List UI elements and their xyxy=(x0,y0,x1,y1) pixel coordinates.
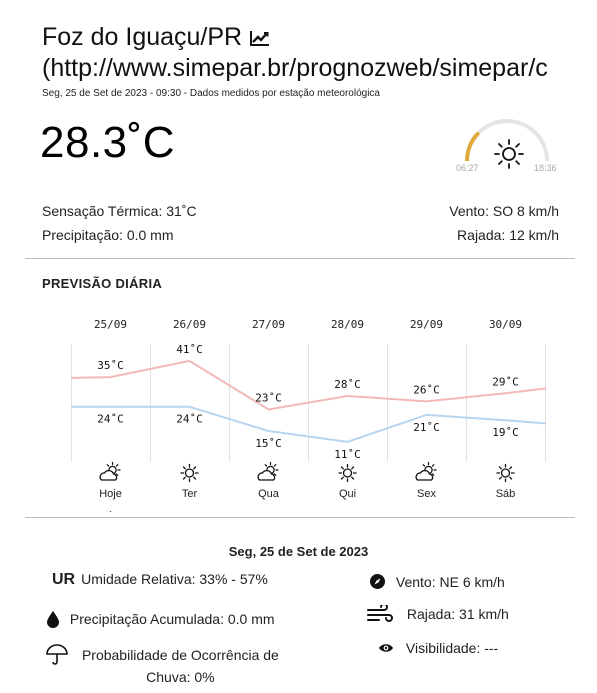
wind-icon xyxy=(367,605,393,626)
max-temp-label: 35˚C xyxy=(97,359,124,373)
sun-cloud-icon xyxy=(100,463,120,481)
current-temperature: 28.3˚C xyxy=(40,118,176,167)
day-label: Qui xyxy=(338,488,357,500)
min-temp-label: 21˚C xyxy=(413,420,440,434)
daily-forecast-chart[interactable] xyxy=(71,312,546,512)
min-temp-label: 15˚C xyxy=(255,437,282,451)
wind-detail-value: Vento: NE 6 km/h xyxy=(395,573,505,590)
gust-detail-row xyxy=(367,605,509,626)
date-label: 30/09 xyxy=(488,318,523,331)
gust-now: Rajada: 12 km/h xyxy=(457,227,559,243)
gust-detail-value: Rajada: 31 km/h xyxy=(406,606,509,623)
date-label: 27/09 xyxy=(251,318,286,331)
max-temp-label: 28˚C xyxy=(334,377,361,391)
divider xyxy=(25,517,575,518)
visibility-row xyxy=(378,640,498,657)
rain-prob-line1: Probabilidade de Ocorrência de xyxy=(81,647,279,663)
humidity-icon: UR xyxy=(52,571,76,588)
day-label: Sáb xyxy=(495,488,516,500)
wind-detail-row xyxy=(369,573,505,593)
rain-prob-row xyxy=(46,644,286,688)
precip-acc-value: Precipitação Acumulada: 0.0 mm xyxy=(69,611,275,628)
sunset-time: 18:36 xyxy=(534,163,557,173)
day-label: Ter xyxy=(181,488,198,500)
sun-icon xyxy=(497,465,514,482)
eye-icon xyxy=(378,641,394,657)
wind-now: Vento: SO 8 km/h xyxy=(449,203,559,219)
rain-prob-line2: Chuva: 0% xyxy=(146,669,215,685)
location-title xyxy=(42,22,597,84)
precipitation: Precipitação: 0.0 mm xyxy=(42,227,174,243)
date-label: 26/09 xyxy=(172,318,207,331)
source-link[interactable]: (http://www.simepar.br/prognozweb/simepar/c xyxy=(42,54,548,82)
min-temp-label: 24˚C xyxy=(176,412,203,426)
humidity-value: Umidade Relativa: 33% - 57% xyxy=(81,571,268,587)
location-name: Foz do Iguaçu/PR xyxy=(42,23,243,51)
umbrella-icon xyxy=(46,644,68,669)
sun-icon xyxy=(181,465,198,482)
date-label: 25/09 xyxy=(93,318,128,331)
divider xyxy=(25,258,575,259)
min-temp-label: 24˚C xyxy=(97,412,124,426)
max-temp-label: 26˚C xyxy=(413,383,440,397)
sun-path-widget xyxy=(455,116,565,180)
sun-icon xyxy=(339,465,356,482)
max-temp-label: 29˚C xyxy=(492,375,519,389)
date-label: 28/09 xyxy=(330,318,365,331)
humidity-row xyxy=(52,571,268,589)
max-temp-label: 41˚C xyxy=(176,342,203,356)
selected-day-marker xyxy=(104,511,118,512)
sunrise-time: 06:27 xyxy=(456,163,479,173)
max-temp-label: 23˚C xyxy=(255,391,282,405)
droplet-icon xyxy=(46,610,60,631)
daily-forecast-title: PREVISÃO DIÁRIA xyxy=(42,276,163,291)
day-label: Qua xyxy=(258,488,279,500)
trending-up-icon[interactable] xyxy=(249,23,271,51)
min-temp-label: 19˚C xyxy=(492,426,519,440)
sun-cloud-icon xyxy=(416,463,436,481)
sun-icon xyxy=(493,138,525,175)
feels-like: Sensação Térmica: 31˚C xyxy=(42,203,197,219)
day-label: Hoje xyxy=(99,488,122,500)
precip-acc-row xyxy=(46,610,275,631)
compass-icon xyxy=(369,573,386,593)
visibility-value: Visibilidade: --- xyxy=(405,640,499,656)
detail-date: Seg, 25 de Set de 2023 xyxy=(228,544,369,559)
observation-subtitle: Seg, 25 de Set de 2023 - 09:30 - Dados medidos por estação meteorológica xyxy=(42,88,380,99)
min-temp-label: 11˚C xyxy=(334,447,361,461)
sun-cloud-icon xyxy=(258,463,278,481)
date-label: 29/09 xyxy=(409,318,444,331)
day-label: Sex xyxy=(417,488,436,500)
